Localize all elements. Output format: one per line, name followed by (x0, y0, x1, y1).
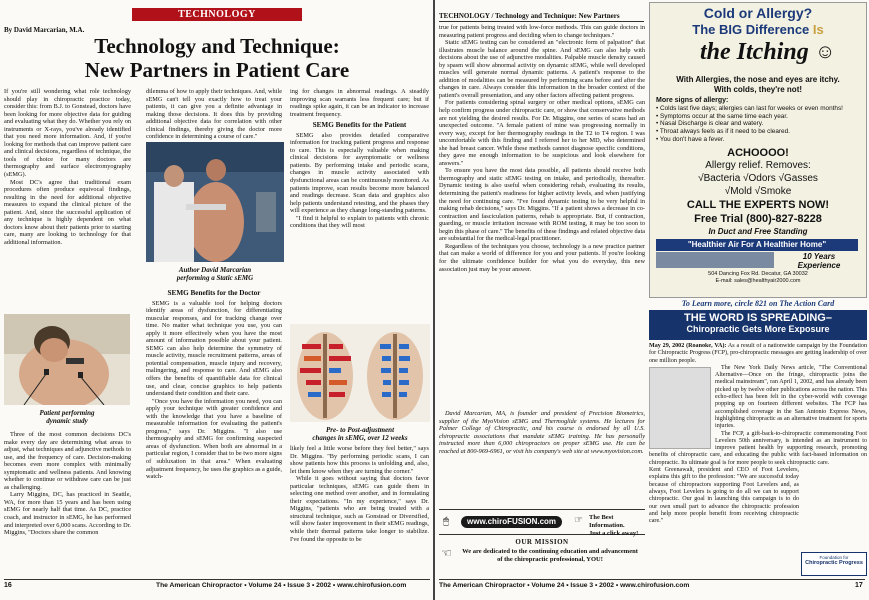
strip-tagline (589, 514, 645, 538)
ad-contact (650, 271, 866, 285)
paragraph: Kent Greenawalt, president and CEO of Foot Levelers, explains this gift to the profession: "We are successful today because of chiropractors supporting Foot Levelers and, as always, Foot Levelers is going to do all we can to support chiropractic. Our goal in launching this campaign is to do our own small part to advance the chiropractic profession and help more people benefit from receiving chiropractic care." (649, 467, 799, 525)
word-banner (649, 310, 867, 340)
ad-signs (656, 97, 862, 144)
fcp-logo-line-1: Foundation for (819, 555, 849, 560)
paragraph: While it goes without saying that doctors favor particular techniques, sEMG can guide them in selecting one method over another, and in formulating their expectations. "In my experience," says Dr. Miggins, "patients who are being treated with a structural technique, such as Gonstead or Diversified, will show faster improvement in their sEMG readings, while their thermal patterns take longer to stabilize. I've found the opposite to be (290, 475, 429, 543)
ad-experts: CALL THE EXPERTS NOW! (686, 199, 830, 211)
scan-caption (290, 426, 430, 443)
ad-removes-2: √Mold √Smoke (724, 186, 792, 197)
paragraph: To ensure you have the most data possible, all patients should receive both thermography and static sEMG testing on intake, and periodically, thereafter. Dynamic testing is also useful when considering rehab, evaluating its results, determining the patient's readiness for higher activity levels, and when justifying the need for continuing care. "I've found dynamic testing to be very helpful in making rehab decisions," says Dr. Miggins. "If a patient shows a decrease in co-contraction and fasciculation patterns, rehab is appropriate. But, if contraction, guarding, or muscle irritation increase with ROM testing, it may be too soon to begin this phase of care." The benefits of these findings and related objective data are substantial for the medical-legal practitioner. (439, 167, 645, 243)
paragraph: Regardless of the techniques you choose, technology is a new practice partner that can make a world of difference for you and your patients. If you're looking for the ultimate confidence builder for what you do everyday, this new association just may be your answer. (439, 242, 645, 273)
ad-relief: Allergy relief. Removes: (705, 160, 811, 171)
hand-icon: ☜ (441, 546, 452, 560)
footer-right: The American Chiropractor • Volume 24 • Issue 3 • 2002 • www.chirofusion.com (439, 582, 690, 589)
mission-title: OUR MISSION (515, 538, 569, 546)
paragraph: Three of the most common decisions DC's make every day are determining what areas to adjust, what techniques and adjunctive methods to use, and the frequency of care. Decision-making becomes even more complex with minimally symptomatic and wellness patients. And knowing whether to continue or withdraw care can be just as challenging. (4, 431, 131, 491)
caption-line: Pre- to Post-adjustment (325, 426, 395, 434)
paragraph: For patients considering spinal surgery or other medical options, sEMG can help confirm progress under chiropractic care, or show that conservative methods are not yielding the desired results. For Dr. Miggins, one series of scans had an unexpected outcome. "A female patient of mine was progressing normally in every way, except for her thermography readings in the T2 to T4 region. I was uncomfortable with this finding and I referred her to her MD, who determined she had breast cancer. While these methods cannot diagnose specific conditions, they gave me enough information to be suspicious and look elsewhere for answers." (439, 99, 645, 167)
article-title (0, 34, 434, 82)
left-col-2-lower (146, 286, 282, 582)
word-title: THE WORD IS SPREADING– (684, 312, 832, 324)
ad-email: E-mail: sales@healthyair2000.com (715, 278, 801, 284)
caption-line: dynamic study (46, 417, 88, 426)
sign-item: • You don't have a fever. (656, 135, 725, 143)
paragraph: "Once you have the information you need, you can apply your technique with greater confidence and with the knowledge that you have a baseline of measurable information for evaluating the patient's progress," says Dr. Miggins. "I also use thermography and sEMG for confirming suspected areas of dysfunction. When both are abnormal in a particular region, I consider that to be two more signs of subluxation in that area." When evaluating adjustment frequency, he uses the graphics as a guide, watch- (146, 397, 282, 481)
author-bio (439, 410, 645, 500)
paragraph: Larry Miggins, DC, has practiced in Seattle, WA, for more than 15 years and has been using sEMG for nearly half that time. As DC, practice coach, and instructor in sEMG, he has performed and interpreted over 6,000 scans. According to Dr. Miggins, "Doctors share the common (4, 491, 131, 537)
paragraph (649, 343, 867, 365)
paragraph: SEMG is a valuable tool for helping doctors identify areas of dysfunction, for differentiating muscular responses, and for tracking change over time. No matter what technique you use, you can apply it more effectively when you have the most amount of information possible about your patient. SEMG can also help determine the symmetry of muscle activity, muscle recruitment patterns, areas of potential compensation, muscle injury and recovery, malingering, and response to care. And sEMG also offers the benefits of quantifiable data for clinical use, and clear, concise graphics to help patients understand their condition and their care. (146, 299, 282, 398)
left-page (0, 0, 434, 600)
section-heading: SEMG Benefits for the Patient (312, 121, 407, 130)
years-line-2: Experience (797, 261, 841, 270)
semg-scan-figure (290, 324, 430, 422)
photo-caption-author (146, 266, 284, 283)
paragraph: "I find it helpful to explain to patients with chronic conditions that they will most (290, 214, 429, 230)
semg-scan-image (290, 324, 430, 422)
left-col-2 (146, 88, 282, 140)
paragraph: The New York Daily News article, "The Conventional Alternative—Once on the fringe, chiropractic joins the medical mainstream", ran April 1, 2002, and has already been picked up by twelve other publications across the nation. This echo-effect has been felt in the cyber-world with coverage popping up on fourteen different websites. The FCP has accomplished coverage in the San Antonio Express News, highlighting chiropractic as an alternative treatment for sports injuries. (715, 364, 867, 430)
mouse-icon: 🖱 (443, 516, 449, 527)
left-col-1-lower (4, 431, 131, 581)
author-photo-image (146, 142, 284, 262)
ad-subhead (650, 75, 866, 95)
paragraph: likely feel a little worse before they feel better," says Dr. Miggins. "By performing periodic scans, I can show patients how this process is unfolding and, also, let them know when they are turning the corner." (290, 445, 429, 475)
ad-action-card: To Learn more, circle 821 on The Action Card (681, 299, 835, 308)
footer-rule (439, 579, 865, 580)
person-icon: ☺ (815, 41, 836, 63)
ad-duct: In Duct and Free Standing (708, 227, 808, 236)
paragraph: SEMG also provides detailed comparative information for tracking patient progress and response to care. This is especially valuable when making clinical decisions for asymptomatic or wellness patients. By performing intake and periodic scans, changes in muscle activity associated with dysfunctional areas can be continuously monitored. As patients improve, scan results become more balanced and readings decrease. Scan data and graphics also help patients understand retesting, and the phases they will experience as they change long-standing patterns. (290, 131, 429, 215)
title-line-1: Technology and Technique: (94, 34, 340, 58)
paragraph: David Marcarian, MA, is founder and president of Precision Biometrics, supplier of the MyoVision sEMG and Thermoglide systems. He lectures for Palmer College of Chiropractic, and his course is endorsed by all U.S. chiropractic associations that mandate sEMG training. He has personally instructed more than 6,000 chiropractors on proper sEMG use. He can be reached at 800-969-6961, or visit his company's web site at www.myovision.com. (439, 410, 645, 455)
sign-item: • Colds last five days; allergies can last for weeks or even months! (656, 104, 843, 112)
paragraph: Static sEMG testing can be considered an "electronic form of palpation" that illustrates muscle balance around the spine. And sEMG can also help with decisions about the use of adjunctive modalities. Palpable muscle density caused by spasm will show abnormal activity on dynamic sEMG, while well developed muscles will generate normal dynamic patterns. A patient's response to the addition of modalities can be measured by performing scans before and after the changes in care. Always consider this information in the broader context of the patient's overall presentation, and any other factors affecting patient progress. (439, 39, 645, 99)
ad-address: 504 Dancing Fox Rd. Decatur, GA 30032 (708, 271, 808, 277)
photo-caption-left (4, 409, 130, 426)
ad-headline-2a: The BIG Difference (692, 22, 813, 37)
page-number-right: 17 (855, 582, 863, 589)
newspaper-image (649, 367, 711, 449)
ad-headline-2 (650, 22, 866, 37)
ad-itching-graphic (680, 39, 836, 69)
paragraph: true for patients being treated with low-force methods. This can guide doctors in measuring patient progress and deciding when to change techniques." (439, 24, 645, 39)
ad-air-banner: "Healthier Air For A Healthier Home" (656, 239, 858, 251)
caption-line: Patient performing (39, 409, 95, 417)
ad-phone[interactable]: Free Trial (800)-827-8228 (694, 213, 822, 225)
ad-years (778, 252, 860, 270)
word-p1: As a result of a nationwide campaign by the Foundation for Chiropractic Progress (FCP), pro-chiropractic messages are getting leadership of over one million people. (649, 343, 867, 364)
sign-item: • Nasal Discharge is clear and watery. (656, 120, 764, 128)
allergy-ad[interactable] (649, 2, 867, 298)
header-rule (439, 21, 644, 22)
chirofusion-strip[interactable] (439, 509, 645, 535)
right-col-1 (439, 24, 645, 410)
caption-line: performing a Static sEMG (176, 274, 254, 283)
ad-headline-2b: Is (812, 22, 824, 37)
footer-left: The American Chiropractor • Volume 24 • Issue 3 • 2002 • www.chirofusion.com (156, 582, 407, 589)
left-col-3-lower (290, 445, 429, 581)
tagline-2: Just a click away! (589, 530, 639, 537)
mission-text: We are dedicated to the continuing education and advancement of the chiropractic professional, YOU! (462, 548, 638, 563)
sign-item: • Throat always feels as if it need to be cleared. (656, 128, 790, 136)
caption-line: Author David Marcarian (178, 266, 252, 274)
sign-text: Nasal Discharge is clear and watery. (660, 120, 764, 128)
ad-company-logo (656, 252, 774, 268)
tagline-1: The Best Information. (589, 514, 625, 529)
sign-item: • Symptoms occur at the same time each year. (656, 112, 788, 120)
running-header: TECHNOLOGY / Technology and Technique: New Partners (439, 12, 620, 20)
section-banner: TECHNOLOGY (132, 8, 302, 21)
fcp-logo-line-2: Chiropractic Progress (805, 560, 863, 566)
ad-subhead-2: With colds, they're not! (713, 85, 803, 94)
patient-dynamic-photo (4, 314, 130, 405)
sign-text: You don't have a fever. (659, 135, 725, 143)
paragraph: The FCP, a gift-back-to-chiropractic commemorating Foot Levelers 50th anniversary, is intended as an instrument to improve patient health by supporting research, promoting benefits of chiropractic care, and educating the public with fact-based information on chiropractic. Its ultimate goal is for more people to seek chiropractic care. (649, 430, 867, 466)
sign-text: Colds last five days; allergies can last for weeks or even months! (660, 104, 843, 112)
word-body (649, 343, 867, 579)
word-subtitle: Chiropractic Gets More Exposure (686, 324, 830, 334)
years-line-1: 10 Years (802, 252, 836, 261)
caption-line: changes in sEMG, over 12 weeks (312, 434, 408, 443)
ad-subhead-1: With Allergies, the nose and eyes are itchy. (676, 75, 840, 84)
sign-text: Symptoms occur at the same time each year. (660, 112, 788, 120)
dateline: May 29, 2002 (Roanoke, VA): (649, 343, 727, 349)
author-photo (146, 142, 284, 262)
signs-heading: More signs of allergy: (656, 97, 729, 104)
paragraph: Most DC's agree that traditional exam procedures often produce equivocal findings, resulting in the need for additional objective measures to expand the clinical picture of the patient. And, since the successful application of any technique is highly dependent on what doctors know about their patients prior to starting care, many are looking to technology for that additional information. (4, 178, 131, 246)
paragraph: ing for changes in abnormal readings. A steadily improving scan warrants less frequent care; but if readings spike again, it can be an indicator to increase treatment frequency. (290, 88, 429, 118)
paragraph: dilemma of how to apply their techniques. And, while sEMG can't tell you exactly how to treat your patients, it can give you a definite advantage in making those decisions. It does this by providing additional objective data for correlation with other clinical findings, thereby giving the doctor more confidence in determining a course of care." (146, 88, 282, 140)
left-col-3 (290, 88, 429, 320)
itching-text: the Itching (700, 39, 809, 65)
right-page (435, 0, 869, 600)
title-line-2: New Partners in Patient Care (84, 58, 350, 82)
byline: By David Marcarian, M.A. (4, 26, 85, 34)
ad-achoo: ACHOOOO! (727, 147, 789, 159)
hand-pointer-icon: ☞ (574, 515, 583, 526)
section-heading: SEMG Benefits for the Doctor (167, 289, 261, 297)
footer-rule (4, 579, 430, 580)
left-col-1 (4, 88, 131, 313)
paragraph: If you're still wondering what role technology should play in chiropractic practice today, consider this: from B.J. to Gonstead, doctors have been looking for more objective data for guiding and evaluating what they do. Whether you rely on instruments or X-rays, you've already identified that you need more information. And, if you're looking for methods that can improve patient care and clinical decisions, regardless of technique, the tools of choice for many doctors are thermography and surface electromyography (sEMG). (4, 88, 131, 179)
fcp-logo (801, 552, 867, 576)
sign-text: Throat always feels as if it need to be cleared. (659, 128, 790, 136)
ad-headline-1: Cold or Allergy? (703, 5, 813, 21)
ad-removes-1: √Bacteria √Odors √Gasses (698, 173, 818, 184)
chirofusion-logo[interactable]: www.chiroFUSION.com (461, 516, 562, 528)
patient-photo-image (4, 314, 130, 405)
page-number-left: 16 (4, 582, 12, 589)
